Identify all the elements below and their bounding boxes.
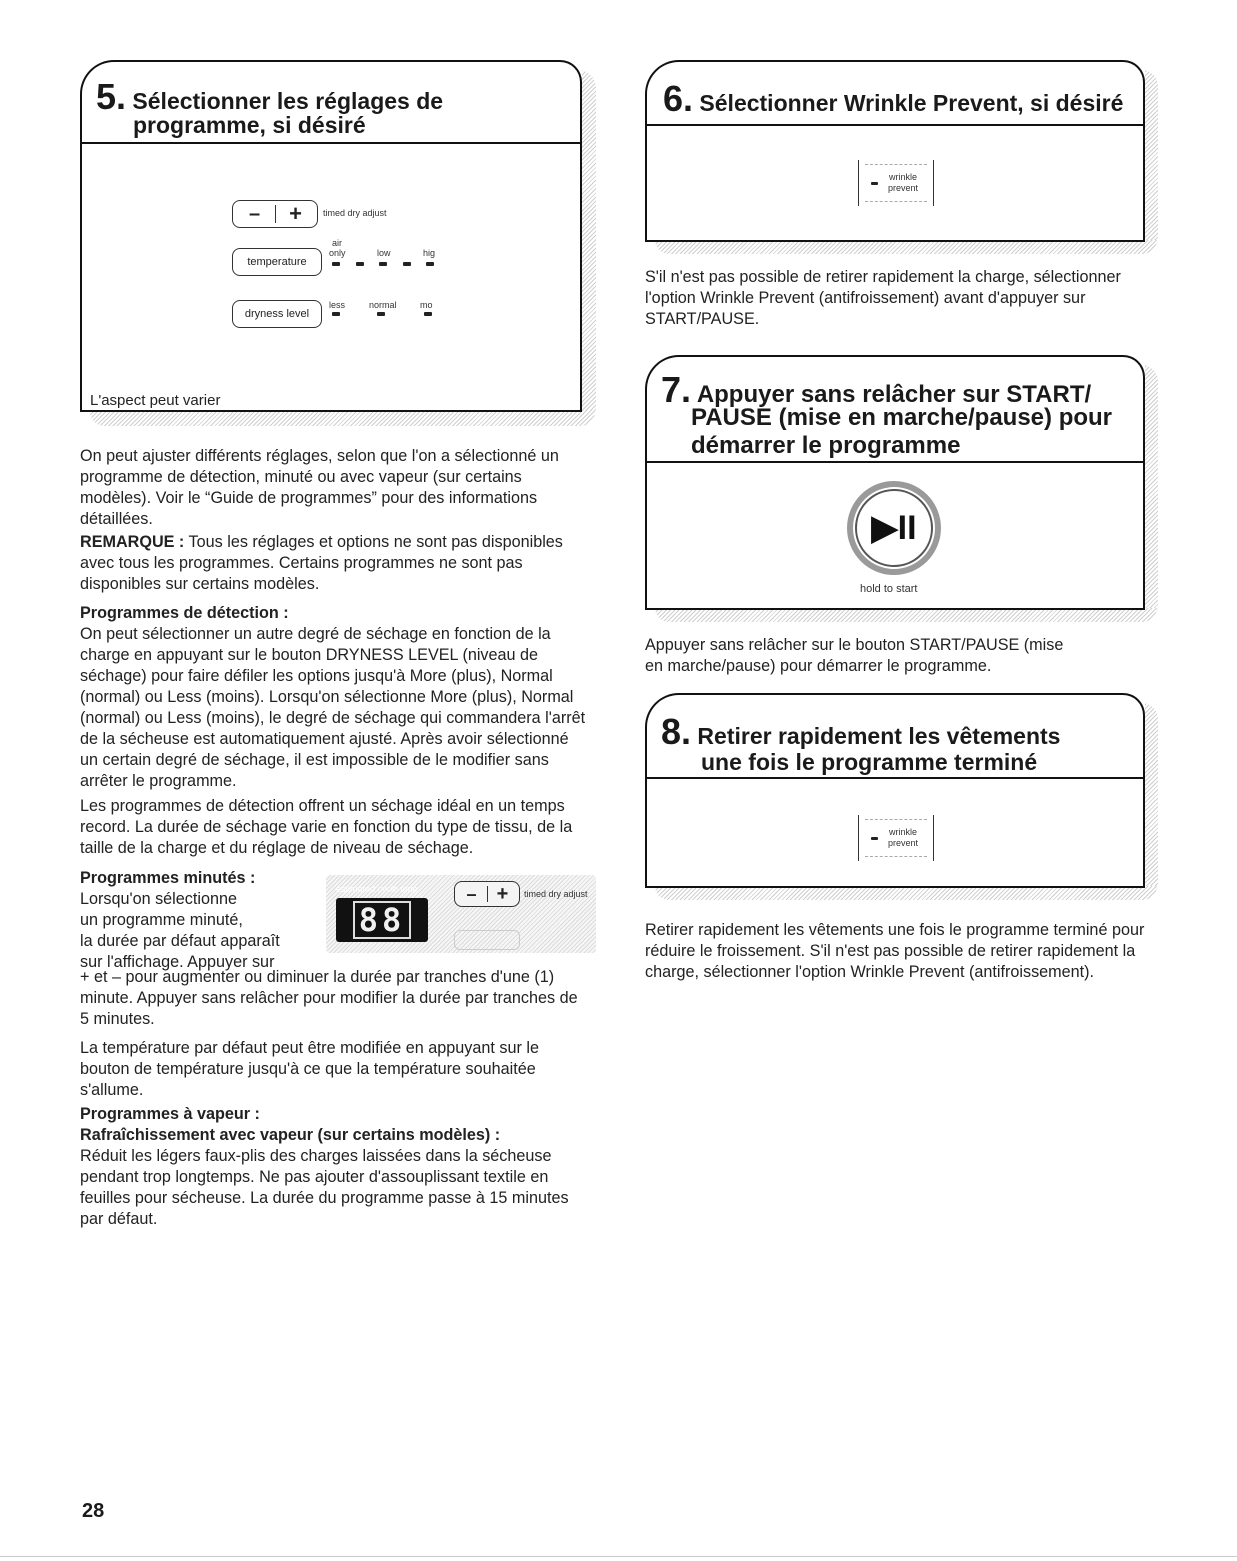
step6-text: S'il n'est pas possible de retirer rapidement la charge, sélectionner l'option Wrinkle Prevent (antifroissement) avant d'appuyer sur START/PAUSE. — [645, 268, 1121, 328]
step6-title — [663, 78, 1124, 119]
step5-title-line2: programme, si désiré — [133, 112, 366, 138]
step8-text: Retirer rapidement les vêtements une fois le programme terminé pour réduire le froissement. S'il n'est pas possible de retirer rapidement la charge, sélectionner l'option Wrinkle Prevent (antifroissement). — [645, 921, 1145, 981]
step7-text: Appuyer sans relâcher sur le bouton START/PAUSE (mise en marche/pause) pour démarrer le programme. — [645, 636, 1064, 675]
mini-control-panel — [326, 875, 596, 953]
display-digits: 88 — [353, 901, 412, 939]
remarque-paragraph — [80, 532, 590, 595]
prevent-label: prevent — [887, 183, 919, 193]
step8-title-line2: une fois le programme terminé — [701, 749, 1038, 775]
temperature-paragraph: La température par défaut peut être modifiée en appuyant sur le bouton de température jusqu'à ce que la température souhaitée s'allume. — [80, 1039, 539, 1099]
remarque-label: REMARQUE : — [80, 533, 185, 551]
heading-rafraichissement: Rafraîchissement avec vapeur (sur certains modèles) : — [80, 1126, 501, 1144]
timed-dry-adjust-label: timed dry adjust — [524, 889, 588, 899]
intro-paragraph: On peut ajuster différents réglages, selon que l'on a sélectionné un programme de détection, minuté ou avec vapeur (sur certains modèles). Voir le “Guide de programmes” pour des informations détaillées. — [80, 447, 559, 528]
footer-divider — [0, 1556, 1237, 1557]
step8-title — [661, 711, 1061, 752]
card-shadow — [90, 410, 595, 426]
led-indicator — [377, 312, 385, 316]
step6-title-text: Sélectionner Wrinkle Prevent, si désiré — [699, 90, 1124, 116]
air-label: air — [332, 238, 343, 248]
step-number: 5. — [96, 76, 127, 117]
wrinkle-label: wrinkle — [888, 827, 917, 837]
heading-detection: Programmes de détection : — [80, 604, 289, 622]
step6-card — [645, 60, 1145, 242]
dryness-level-button[interactable]: dryness level — [232, 300, 322, 328]
only-label: only — [329, 248, 346, 258]
step5-body — [80, 142, 582, 412]
estimated-cycle-time-label: estimated cycle time — [336, 884, 418, 894]
detection-paragraph: On peut sélectionner un autre degré de séchage en fonction de la charge en appuyant sur le bouton DRYNESS LEVEL (niveau de séchage) pour faire défiler les options jusqu'à More (plus), Normal (normal) ou Less (moins). Lorsqu'on sélectionne More (plus), Normal (normal) ou Less (moins), le degré de séchage qui commandera l'arrêt de la sécheuse est automatiquement ajusté. Après avoir sélectionné un certain degré de séchage, il est impossible de le modifier sans arrêter le programme. — [80, 625, 586, 790]
faded-temperature-button — [454, 930, 520, 950]
minus-icon[interactable]: – — [248, 202, 261, 225]
play-pause-icon: ▶II — [855, 489, 933, 567]
minutes-line-d: sur l'affichage. Appuyer sur — [80, 953, 275, 971]
prevent-label: prevent — [887, 838, 919, 848]
card-shadow — [655, 886, 1157, 900]
wrinkle-label: wrinkle — [888, 172, 917, 182]
wrinkle-prevent-button[interactable] — [858, 160, 934, 206]
hold-to-start-label: hold to start — [860, 583, 918, 595]
start-pause-button[interactable] — [847, 481, 941, 575]
wrinkle-prevent-button[interactable] — [858, 815, 934, 861]
caption: L'aspect peut varier — [90, 392, 221, 409]
step-number: 6. — [663, 78, 694, 119]
minutes-line-b: un programme minuté, — [80, 911, 243, 929]
timed-dry-adjust-label: timed dry adjust — [323, 208, 387, 218]
led-indicator — [871, 182, 878, 185]
step7-title-line1: Appuyer sans relâcher sur START/ — [696, 381, 1092, 408]
led-indicator — [871, 837, 878, 840]
more-label: mo — [420, 300, 433, 310]
card-shadow — [655, 608, 1157, 622]
led-indicator — [424, 312, 432, 316]
minutes-paragraph: + et – pour augmenter ou diminuer la durée par tranches d'une (1) minute. Appuyer sans relâcher pour modifier la durée par tranches de 5 minutes. — [80, 968, 578, 1028]
detection-paragraph-2: Les programmes de détection offrent un séchage idéal en un temps record. La durée de séchage varie en fonction du type de tissu, de la taille de la charge et du réglage de niveau de séchage. — [80, 797, 573, 857]
low-label: low — [377, 248, 391, 258]
led-indicator — [332, 262, 340, 266]
heading-minutes: Programmes minutés : — [80, 869, 256, 887]
minus-icon[interactable]: – — [466, 883, 477, 904]
step5-title-line1: Sélectionner les réglages de — [132, 88, 444, 114]
step-number: 8. — [661, 711, 692, 752]
led-indicator — [356, 262, 364, 266]
step7-title-line2: PAUSE (mise en marche/pause) pour — [691, 404, 1113, 431]
less-label: less — [329, 300, 346, 310]
cycle-time-display — [336, 898, 428, 942]
remarque-text: Tous les réglages et options ne sont pas disponibles avec tous les programmes. Certains programmes ne sont pas disponibles sur certains modèles. — [80, 533, 563, 593]
step-number: 7. — [661, 369, 692, 410]
minus-plus-button[interactable] — [454, 881, 520, 907]
plus-icon[interactable]: + — [496, 882, 509, 905]
plus-icon[interactable]: + — [289, 201, 302, 226]
page-number: 28 — [82, 1500, 105, 1522]
led-indicator — [379, 262, 387, 266]
step8-card — [645, 693, 1145, 888]
temperature-button[interactable]: temperature — [232, 248, 322, 276]
normal-label: normal — [369, 300, 397, 310]
heading-vapeur: Programmes à vapeur : — [80, 1105, 260, 1123]
led-indicator — [426, 262, 434, 266]
step7-card — [645, 355, 1145, 610]
card-shadow — [655, 240, 1157, 254]
led-indicator — [332, 312, 340, 316]
high-label: hig — [423, 248, 436, 258]
minutes-line-a: Lorsqu'on sélectionne — [80, 890, 237, 908]
vapeur-paragraph: Réduit les légers faux-plis des charges laissées dans la sécheuse pendant trop longtemps. Ne pas ajouter d'assouplissant textile en feuilles pour sécheuse. La durée du programme passe à 15 minutes par défaut. — [80, 1147, 569, 1228]
step7-title-line3: démarrer le programme — [691, 432, 961, 459]
led-indicator — [403, 262, 411, 266]
minus-plus-button[interactable] — [232, 200, 318, 228]
step8-title-line1: Retirer rapidement les vêtements — [697, 723, 1061, 749]
step5-card — [80, 60, 582, 412]
minutes-line-c: la durée par défaut apparaît — [80, 932, 280, 950]
